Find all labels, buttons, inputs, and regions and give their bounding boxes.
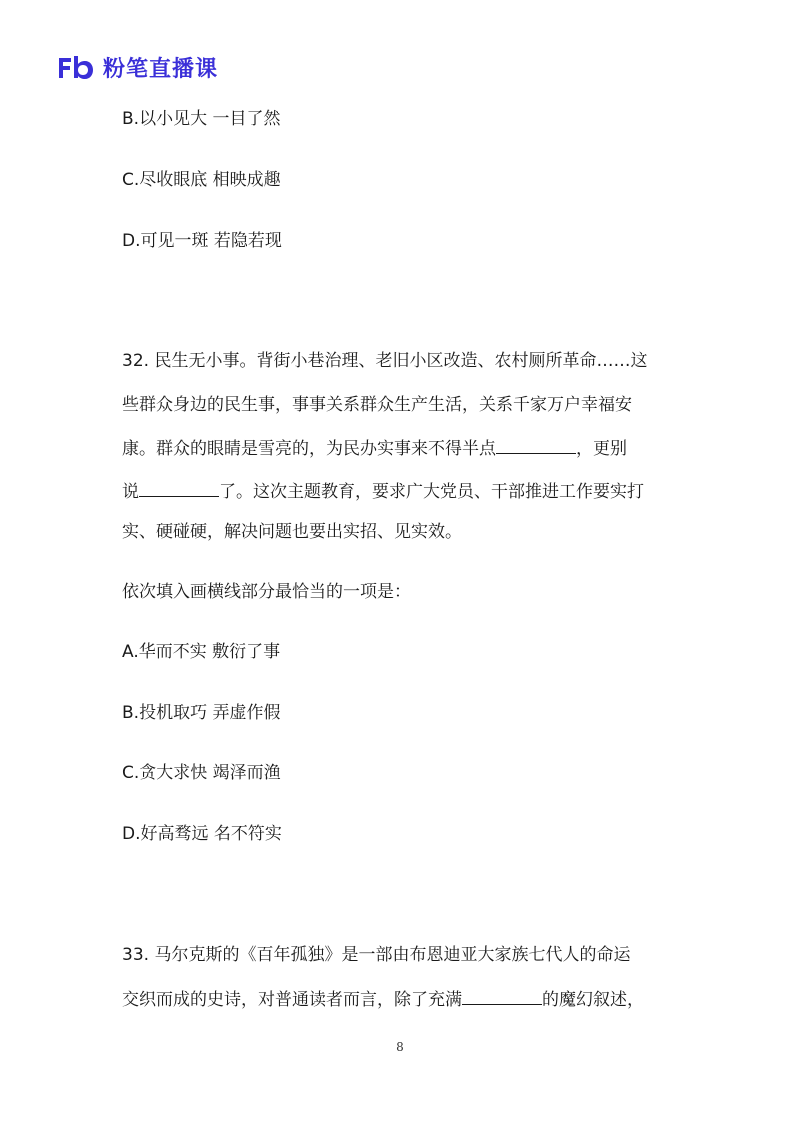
page-number: 8 xyxy=(396,1040,404,1054)
fill-blank xyxy=(462,988,542,1005)
q31-option-b: B.以小见大 一目了然 xyxy=(122,109,281,129)
q33-stem-line-1: 33. 马尔克斯的《百年孤独》是一部由布恩迪亚大家族七代人的命运 xyxy=(122,945,631,965)
q31-option-c: C.尽收眼底 相映成趣 xyxy=(122,170,281,190)
q32-stem-line-5: 实、硬碰硬，解决问题也要出实招、见实效。 xyxy=(122,522,462,542)
q33-line2-text-a: 交织而成的史诗，对普通读者而言，除了充满 xyxy=(122,990,462,1010)
q32-line3-text-a: 康。群众的眼睛是雪亮的，为民办实事来不得半点 xyxy=(122,439,496,459)
q31-option-d: D.可见一斑 若隐若现 xyxy=(122,231,282,251)
q32-option-a: A.华而不实 敷衍了事 xyxy=(122,642,281,662)
q33-stem-line-2 xyxy=(122,988,644,1011)
q32-line3-text-b: ，更别 xyxy=(576,439,627,459)
q32-option-d: D.好高骛远 名不符实 xyxy=(122,824,282,844)
q32-stem-line-2: 些群众身边的民生事，事事关系群众生产生活，关系千家万户幸福安 xyxy=(122,395,632,415)
q33-line2-text-b: 的魔幻叙述， xyxy=(542,990,644,1010)
fill-blank xyxy=(496,437,576,454)
q32-option-b: B.投机取巧 弄虚作假 xyxy=(122,703,281,723)
q32-stem-line-4 xyxy=(122,480,644,503)
q32-stem-line-1: 32. 民生无小事。背街小巷治理、老旧小区改造、农村厕所革命……这 xyxy=(122,351,648,371)
q32-stem-line-3 xyxy=(122,437,627,460)
brand-logo xyxy=(57,52,218,82)
q32-prompt: 依次填入画横线部分最恰当的一项是： xyxy=(122,582,411,602)
brand-name: 粉笔直播课 xyxy=(103,56,219,82)
fb-logo-icon xyxy=(57,54,95,80)
q32-line4-text-a: 说 xyxy=(122,482,139,502)
fill-blank xyxy=(139,480,219,497)
q32-line4-text-b: 了。这次主题教育，要求广大党员、干部推进工作要实打 xyxy=(219,482,644,502)
q32-option-c: C.贪大求快 竭泽而渔 xyxy=(122,763,281,783)
